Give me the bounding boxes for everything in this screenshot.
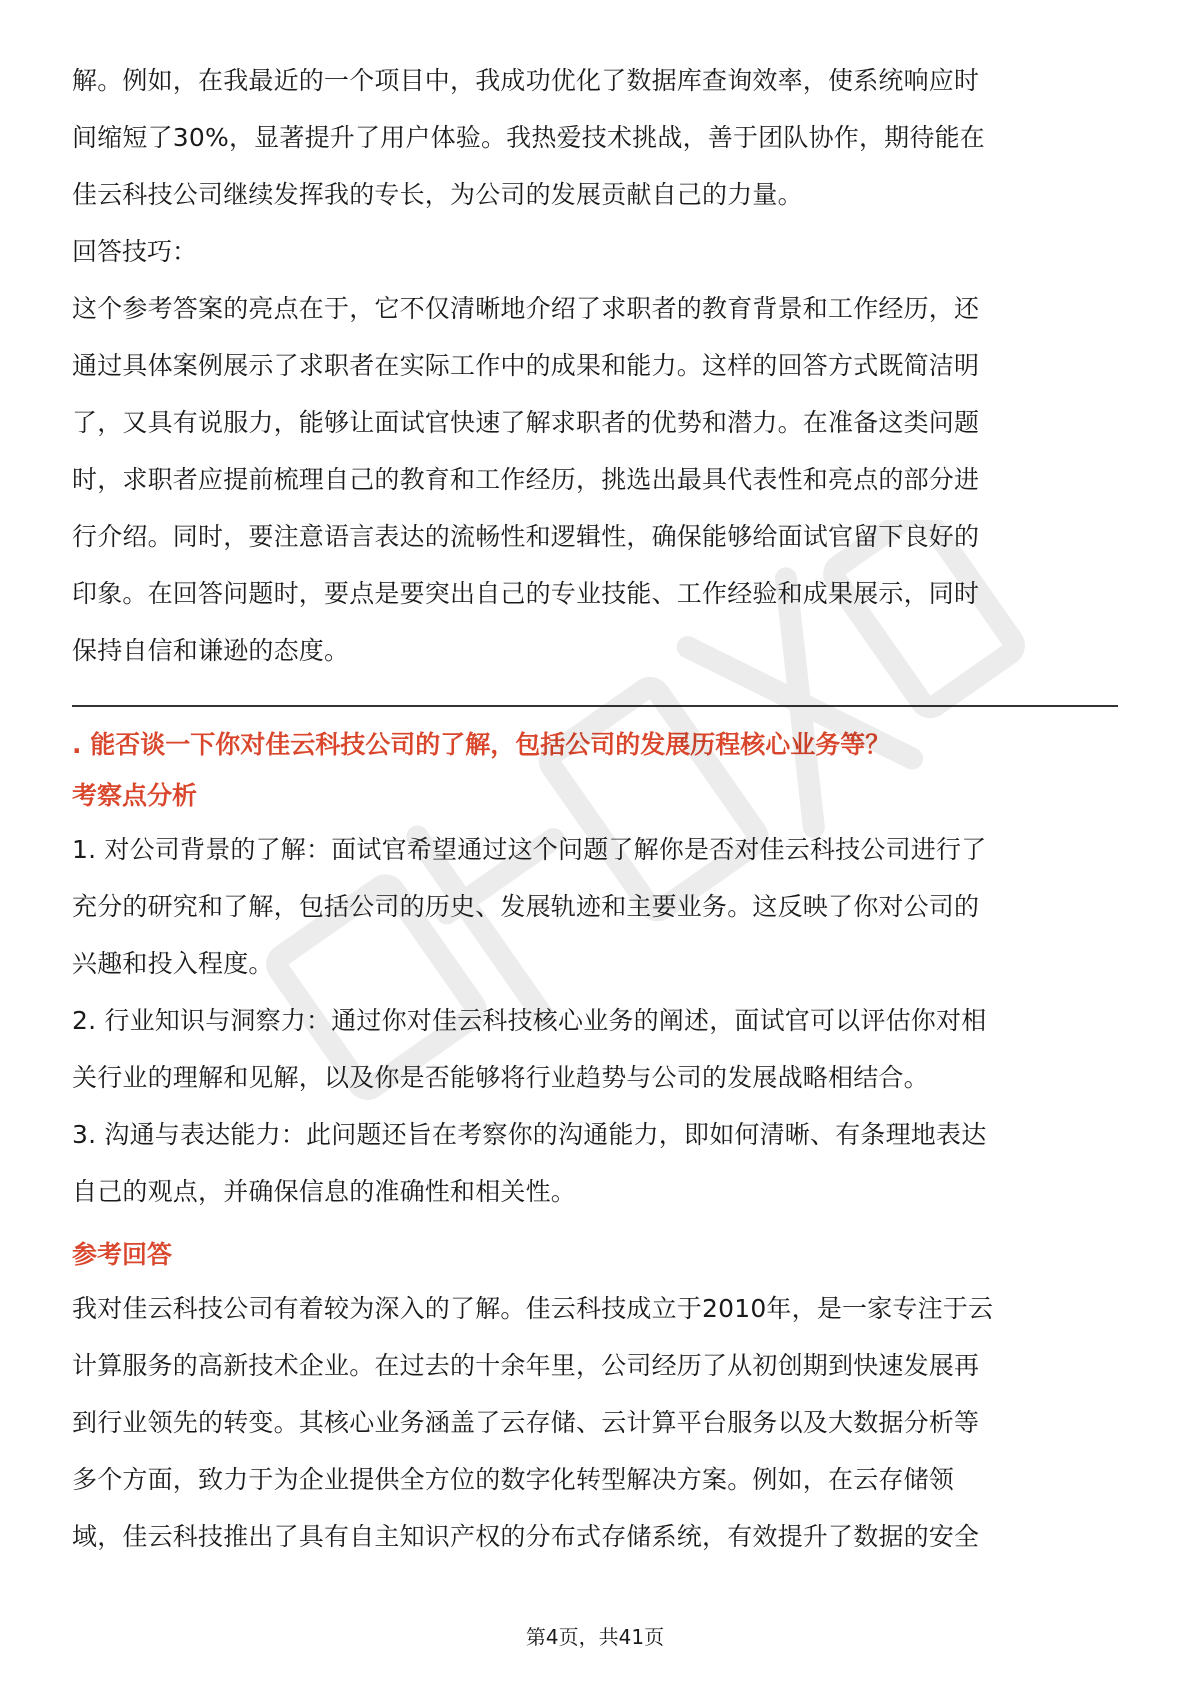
text-line: 计算服务的高新技术企业。在过去的十余年里，公司经历了从初创期到快速发展再 <box>72 1351 980 1380</box>
text-line: 关行业的理解和见解，以及你是否能够将行业趋势与公司的发展战略相结合。 <box>72 1063 929 1092</box>
analysis-heading: 考察点分析 <box>72 781 198 810</box>
text-line: 3. 沟通与表达能力：此问题还旨在考察你的沟通能力，即如何清晰、有条理地表达 <box>72 1120 987 1149</box>
text-line: 间缩短了30%，显著提升了用户体验。我热爱技术挑战，善于团队协作，期待能在 <box>72 123 985 152</box>
text-line: 2. 行业知识与洞察力：通过你对佳云科技核心业务的阐述，面试官可以评估你对相 <box>72 1006 987 1035</box>
question-title: . 能否谈一下你对佳云科技公司的了解，包括公司的发展历程核心业务等？ <box>72 730 891 759</box>
document-page <box>72 52 1118 1565</box>
text-line: 行介绍。同时，要注意语言表达的流畅性和逻辑性，确保能够给面试官留下良好的 <box>72 522 980 551</box>
section-divider <box>72 705 1118 707</box>
previous-answer-block <box>72 52 1118 223</box>
page-footer: 第4页，共41页 <box>525 1625 665 1649</box>
text-line: 这个参考答案的亮点在于，它不仅清晰地介绍了求职者的教育背景和工作经历，还 <box>72 294 980 323</box>
text-line: 充分的研究和了解，包括公司的历史、发展轨迹和主要业务。这反映了你对公司的 <box>72 892 980 921</box>
text-line: 了，又具有说服力，能够让面试官快速了解求职者的优势和潜力。在准备这类问题 <box>72 408 980 437</box>
tips-block <box>72 280 1118 679</box>
text-line: 保持自信和谦逊的态度。 <box>72 636 350 665</box>
text-line: 到行业领先的转变。其核心业务涵盖了云存储、云计算平台服务以及大数据分析等 <box>72 1408 980 1437</box>
text-line: 兴趣和投入程度。 <box>72 949 274 978</box>
text-line: 我对佳云科技公司有着较为深入的了解。佳云科技成立于2010年，是一家专注于云 <box>72 1294 994 1323</box>
analysis-point-1 <box>72 821 1118 992</box>
analysis-point-3 <box>72 1106 1118 1220</box>
text-line: 解。例如，在我最近的一个项目中，我成功优化了数据库查询效率，使系统响应时 <box>72 66 980 95</box>
text-line: 印象。在回答问题时，要点是要突出自己的专业技能、工作经验和成果展示，同时 <box>72 579 980 608</box>
text-line: 时，求职者应提前梳理自己的教育和工作经历，挑选出最具代表性和亮点的部分进 <box>72 465 980 494</box>
analysis-point-2 <box>72 992 1118 1106</box>
text-line: 通过具体案例展示了求职者在实际工作中的成果和能力。这样的回答方式既简洁明 <box>72 351 980 380</box>
text-line: 佳云科技公司继续发挥我的专长，为公司的发展贡献自己的力量。 <box>72 180 803 209</box>
reference-heading: 参考回答 <box>72 1240 173 1269</box>
text-line: 1. 对公司背景的了解：面试官希望通过这个问题了解你是否对佳云科技公司进行了 <box>72 835 987 864</box>
analysis-list <box>72 821 1118 1220</box>
text-line: 域，佳云科技推出了具有自主知识产权的分布式存储系统，有效提升了数据的安全 <box>72 1522 980 1551</box>
text-line: 多个方面，致力于为企业提供全方位的数字化转型解决方案。例如，在云存储领 <box>72 1465 955 1494</box>
tips-label: 回答技巧： <box>72 237 198 266</box>
text-line: 自己的观点，并确保信息的准确性和相关性。 <box>72 1177 577 1206</box>
reference-answer-block <box>72 1280 1118 1565</box>
